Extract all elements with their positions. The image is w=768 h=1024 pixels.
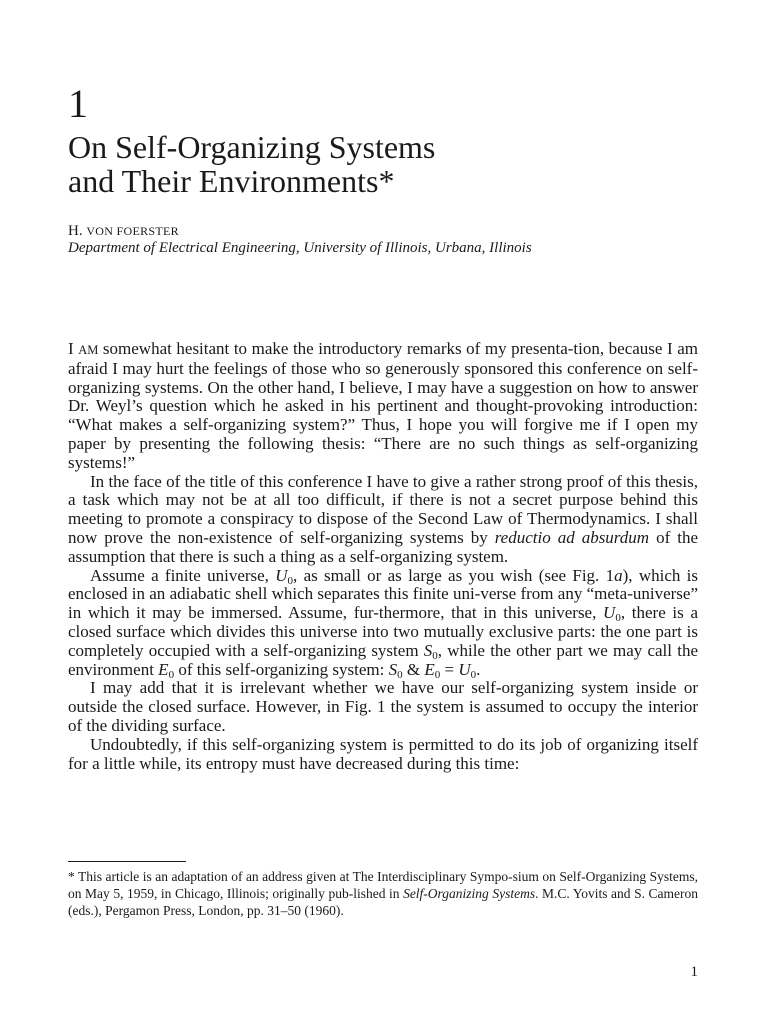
page-number: 1 <box>690 964 698 980</box>
p3-t2: , as small or as large as you wish (see Fig. 1 <box>293 565 615 585</box>
subscript-0: 0 <box>615 612 621 625</box>
p3-t3: ), which is enclosed in an adiabatic shell which separates this finite uni-verse from any “meta-universe” in which it may be immersed. Assume, fur-thermore, that in this universe, <box>68 565 699 623</box>
paragraph-5: Undoubtedly, if this self-organizing system is permitted to do its job of organizing itself for a little while, its entropy must have decreased during this time: <box>68 734 698 773</box>
p2-italic: reductio ad absurdum <box>494 527 650 547</box>
paragraph-3 <box>68 567 698 680</box>
subscript-0: 0 <box>470 668 477 681</box>
chapter-title <box>68 130 708 198</box>
p3-t4: , there is a closed surface which divides this universe into two mutually exclusive parts: the one part is completely occupied with a self-organizing system <box>68 603 699 660</box>
author-surname: VON FOERSTER <box>86 224 179 238</box>
ampersand: & <box>402 659 425 679</box>
p3-end: . <box>476 659 481 679</box>
symbol-s: S <box>423 640 433 660</box>
paragraph-2 <box>68 473 698 567</box>
p2-before: In the face of the title of this conference I have to give a rather strong proof of this thesis, a task which may not be at all too difficult, if there is not a secret purpose behind this meeting to promote a conspiracy to dispose of the Second Law of Thermodynamics. I shall now prove the non-existence of self-organizing systems by <box>68 471 698 547</box>
subscript-0: 0 <box>287 574 294 587</box>
p1-text: somewhat hesitant to make the introductory remarks of my presenta-tion, because I am afraid I may hurt the feelings of those who so generously sponsored this conference on self-organizing systems. On the other hand, I believe, I may have a suggestion on how to answer Dr. Weyl’s question which he asked in his pertinent and thought-provoking introduction: “What makes a self-organizing system?” Thus, I hope you will forgive me if I open my paper by presenting the following thesis: “There are no such things as self-organizing systems!” <box>68 339 698 472</box>
author-initial: H. <box>68 223 87 239</box>
body-text <box>68 340 698 773</box>
symbol-u: U <box>458 659 471 679</box>
author-affiliation: Department of Electrical Engineering, University of Illinois, Urbana, Illinois <box>68 240 532 256</box>
chapter-title-line-1: On Self-Organizing Systems <box>68 129 436 165</box>
symbol-e: E <box>424 659 435 679</box>
subscript-0: 0 <box>432 649 438 662</box>
footnote-italic: Self-Organizing Systems <box>403 886 536 902</box>
p3-t5: , while the other part we may call the environment <box>68 640 698 679</box>
equals: = <box>440 659 459 679</box>
chapter-title-line-2: and Their Environments* <box>68 163 395 199</box>
paragraph-1 <box>68 340 698 473</box>
subscript-0: 0 <box>397 668 403 681</box>
p2-after: of the assumption that there is such a thing as a self-organizing system. <box>68 527 698 566</box>
p3-t6: of this self-organizing system: <box>174 659 389 679</box>
symbol-e: E <box>158 659 169 679</box>
footnote-after: . M.C. Yovits and S. Cameron (eds.), Pergamon Press, London, pp. 31–50 (1960). <box>68 886 698 919</box>
author-line <box>68 222 179 240</box>
chapter-number: 1 <box>68 81 88 126</box>
subscript-0: 0 <box>168 668 175 681</box>
paragraph-4: I may add that it is irrelevant whether we have our self-organizing system inside or outside the closed surface. However, in Fig. 1 the system is assumed to occupy the interior of the dividing surface. <box>68 678 698 735</box>
footnote-rule <box>68 861 186 862</box>
symbol-s: S <box>388 659 398 679</box>
p1-initial: I <box>68 339 79 358</box>
footnote-before: * This article is an adaptation of an address given at The Interdisciplinary Sympo-sium on Self-Organizing Systems, on May 5, 1959, in Chicago, Illinois; originally pub-lished in <box>68 869 698 902</box>
p3-t1: Assume a finite universe, <box>90 565 276 585</box>
symbol-u: U <box>275 565 288 585</box>
fig-letter-a: a <box>614 565 623 585</box>
symbol-u: U <box>603 603 616 623</box>
p1-smallcaps: AM <box>78 343 99 357</box>
subscript-0: 0 <box>434 668 441 681</box>
footnote <box>68 868 698 920</box>
